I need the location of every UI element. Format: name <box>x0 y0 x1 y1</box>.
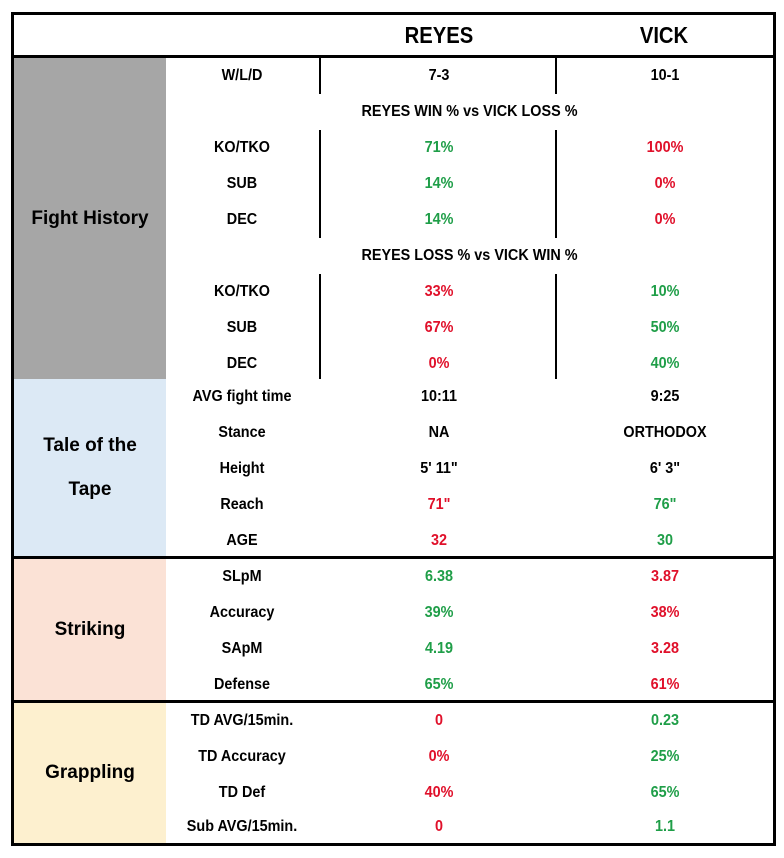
fighter-b-value: 9:25 <box>650 388 680 405</box>
fighter-a-value: 71" <box>427 496 451 513</box>
fighter-a-value: 6.38 <box>424 568 454 585</box>
fighter-a-value: 0% <box>428 355 450 372</box>
win-subheading: REYES WIN % vs VICK LOSS % <box>361 103 578 120</box>
tale-of-tape-section <box>14 379 773 556</box>
table-row <box>166 559 773 595</box>
fighter-a-value: 4.19 <box>424 640 454 657</box>
table-row <box>166 667 773 703</box>
row-label: AGE <box>226 532 258 549</box>
fighter-a-value: 14% <box>424 211 454 228</box>
column-divider <box>555 274 557 379</box>
fighter-b-value: 10-1 <box>650 67 680 84</box>
row-label: Height <box>219 460 265 477</box>
row-label: DEC <box>226 211 258 228</box>
table-row <box>166 130 773 166</box>
table-row <box>166 379 773 415</box>
fighter-b-value: 10% <box>650 283 680 300</box>
table-row <box>166 631 773 667</box>
fighter-a-value: 40% <box>424 784 454 801</box>
comparison-table <box>11 12 776 846</box>
column-divider <box>319 274 321 379</box>
table-header <box>14 15 773 58</box>
column-divider <box>319 130 321 238</box>
striking-label: Striking <box>14 559 166 700</box>
fighter-a-value: 5' 11" <box>420 460 458 477</box>
fighter-b-value: 76" <box>653 496 677 513</box>
fighter-a-value: 0 <box>434 712 444 729</box>
row-label: AVG fight time <box>192 388 292 405</box>
table-row <box>166 310 773 346</box>
row-label: Defense <box>213 676 271 693</box>
table-row <box>166 703 773 739</box>
fighter-a-value: 65% <box>424 676 454 693</box>
row-label: Accuracy <box>209 604 275 621</box>
fighter-b-value: 38% <box>650 604 680 621</box>
row-label: DEC <box>226 355 258 372</box>
fighter-a-value: 7-3 <box>428 67 450 84</box>
row-label: SUB <box>226 175 258 192</box>
row-label: Stance <box>218 424 266 441</box>
row-label: Reach <box>220 496 264 513</box>
column-divider <box>555 58 557 94</box>
fighter-b-value: 30 <box>656 532 674 549</box>
table-row <box>166 166 773 202</box>
fighter-b-name: VICK <box>639 22 689 48</box>
fighter-a-value: 39% <box>424 604 454 621</box>
table-row <box>166 523 773 559</box>
tale-of-tape-title-line1: Tale of the <box>43 434 137 456</box>
row-label: SUB <box>226 319 258 336</box>
fighter-b-value: 25% <box>650 748 680 765</box>
fighter-b-value: 6' 3" <box>649 460 681 477</box>
fight-history-section <box>14 58 773 379</box>
striking-section <box>14 559 773 700</box>
row-label: W/L/D <box>221 67 263 84</box>
fighter-b-value: 0% <box>654 175 676 192</box>
fighter-b-value: 3.28 <box>650 640 680 657</box>
fighter-a-value: 67% <box>424 319 454 336</box>
table-row <box>166 809 773 845</box>
fighter-b-value: 61% <box>650 676 680 693</box>
fighter-a-value: NA <box>428 424 450 441</box>
table-row <box>166 202 773 238</box>
fighter-b-value: 40% <box>650 355 680 372</box>
tale-of-tape-title-line2: Tape <box>68 478 112 500</box>
column-divider <box>319 58 321 94</box>
fighter-a-value: 0% <box>428 748 450 765</box>
fighter-a-value: 0 <box>434 818 444 835</box>
fighter-b-value: 3.87 <box>650 568 680 585</box>
table-row <box>166 595 773 631</box>
row-label: Sub AVG/15min. <box>186 818 298 835</box>
fighter-a-value: 10:11 <box>420 388 458 405</box>
fighter-a-value: 71% <box>424 139 454 156</box>
fighter-a-value: 14% <box>424 175 454 192</box>
fighter-a-value: 33% <box>424 283 454 300</box>
tale-of-tape-label <box>14 379 166 556</box>
table-row <box>166 739 773 775</box>
row-label: KO/TKO <box>214 139 270 156</box>
grappling-section <box>14 703 773 843</box>
fighter-a-value: 32 <box>430 532 448 549</box>
column-divider <box>555 130 557 238</box>
fight-history-label: Fight History <box>14 58 166 379</box>
fighter-b-value: 1.1 <box>654 818 676 835</box>
row-label: KO/TKO <box>214 283 270 300</box>
fighter-b-value: 100% <box>646 139 684 156</box>
grappling-label: Grappling <box>14 703 166 843</box>
row-label: TD Accuracy <box>198 748 286 765</box>
row-label: SApM <box>221 640 263 657</box>
table-row <box>166 415 773 451</box>
fighter-b-value: 0.23 <box>650 712 680 729</box>
table-row <box>166 58 773 94</box>
fighter-b-value: 0% <box>654 211 676 228</box>
fighter-b-value: 65% <box>650 784 680 801</box>
fighter-a-name: REYES <box>404 22 474 48</box>
row-label: SLpM <box>222 568 262 585</box>
table-row <box>166 487 773 523</box>
table-row <box>166 346 773 382</box>
row-label: TD Def <box>218 784 266 801</box>
table-row <box>166 274 773 310</box>
table-row <box>166 451 773 487</box>
row-label: TD AVG/15min. <box>190 712 294 729</box>
table-row <box>166 775 773 811</box>
loss-subheading: REYES LOSS % vs VICK WIN % <box>361 247 578 264</box>
fighter-b-value: ORTHODOX <box>623 424 707 441</box>
fighter-b-value: 50% <box>650 319 680 336</box>
